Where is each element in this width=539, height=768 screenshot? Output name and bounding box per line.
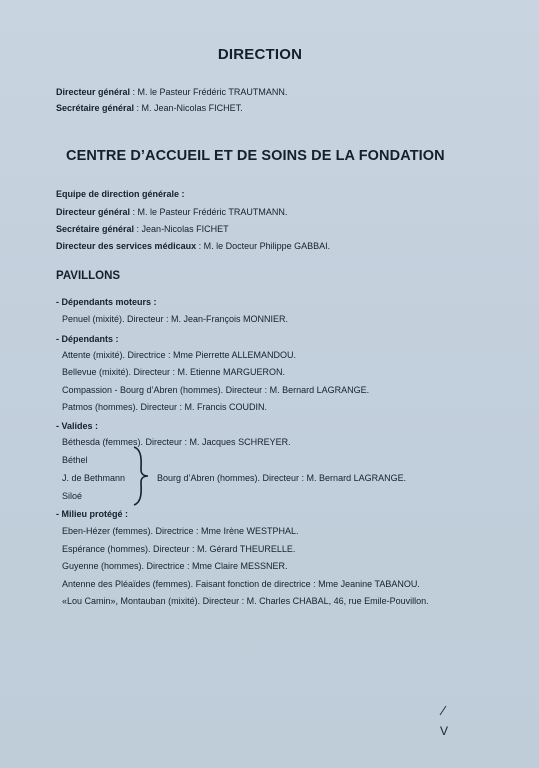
centre-row-directeur — [56, 206, 287, 218]
direction-row-directeur — [56, 86, 287, 98]
list-item: Patmos (hommes). Directeur : M. Francis COUDIN. — [62, 402, 268, 412]
list-item: Guyenne (hommes). Directrice : Mme Claire MESSNER. — [62, 561, 288, 571]
list-item: Antenne des Pléaïdes (femmes). Faisant fonction de directrice : Mme Jeanine TABANOU. — [62, 579, 420, 589]
list-item: Béthesda (femmes). Directeur : M. Jacques SCHREYER. — [62, 437, 291, 447]
pen-mark-icon — [438, 704, 448, 716]
list-item: Bellevue (mixité). Directeur : M. Etienne MARGUERON. — [62, 367, 286, 377]
list-item: «Lou Camin», Montauban (mixité). Directeur : M. Charles CHABAL, 46, rue Emile-Pouvillon. — [62, 596, 429, 606]
group-item-bethmann: J. de Bethmann — [62, 473, 126, 483]
row-label: Directeur des services médicaux — [56, 241, 197, 251]
category-dependants: - Dépendants : — [56, 334, 119, 344]
row-value: : M. le Pasteur Frédéric TRAUTMANN. — [130, 207, 288, 217]
row-value: : M. le Pasteur Frédéric TRAUTMANN. — [130, 87, 288, 97]
row-label: Secrétaire général — [56, 103, 135, 113]
row-label: Directeur général — [56, 87, 131, 97]
centre-row-secretaire — [56, 223, 229, 235]
category-valides: - Valides : — [56, 421, 99, 431]
group-item-bethel: Béthel — [62, 455, 88, 465]
row-value: : M. Jean-Nicolas FICHET. — [134, 103, 243, 113]
row-label: Directeur général — [56, 207, 131, 217]
pavillons-heading: PAVILLONS — [56, 270, 121, 282]
direction-row-secretaire — [56, 102, 243, 114]
row-value: : M. le Docteur Philippe GABBAI. — [196, 241, 331, 251]
list-item: Attente (mixité). Directrice : Mme Pierrette ALLEMANDOU. — [62, 350, 297, 360]
row-value: : Jean-Nicolas FICHET — [134, 224, 229, 234]
centre-heading: CENTRE D’ACCUEIL ET DE SOINS DE LA FONDATION — [66, 148, 445, 164]
centre-row-medical — [56, 240, 330, 252]
list-item: Eben-Hézer (femmes). Directrice : Mme Irène WESTPHAL. — [62, 526, 299, 536]
list-item: Compassion - Bourg d’Abren (hommes). Directeur : M. Bernard LAGRANGE. — [62, 385, 370, 395]
group-value: Bourg d’Abren (hommes). Directeur : M. Bernard LAGRANGE. — [157, 473, 407, 483]
curly-brace-icon — [130, 446, 152, 506]
list-item: Penuel (mixité). Directeur : M. Jean-François MONNIER. — [62, 314, 289, 324]
category-milieu-protege: - Milieu protégé : — [56, 509, 128, 519]
row-label: Secrétaire général — [56, 224, 135, 234]
list-item: Espérance (hommes). Directeur : M. Gérard THEURELLE. — [62, 544, 296, 554]
page-number: V — [440, 724, 449, 738]
equipe-label-text: Equipe de direction générale : — [56, 189, 185, 199]
equipe-label — [56, 188, 185, 200]
group-item-siloe: Siloé — [62, 491, 83, 501]
direction-heading: DIRECTION — [217, 46, 303, 63]
category-dependants-moteurs: - Dépendants moteurs : — [56, 297, 157, 307]
